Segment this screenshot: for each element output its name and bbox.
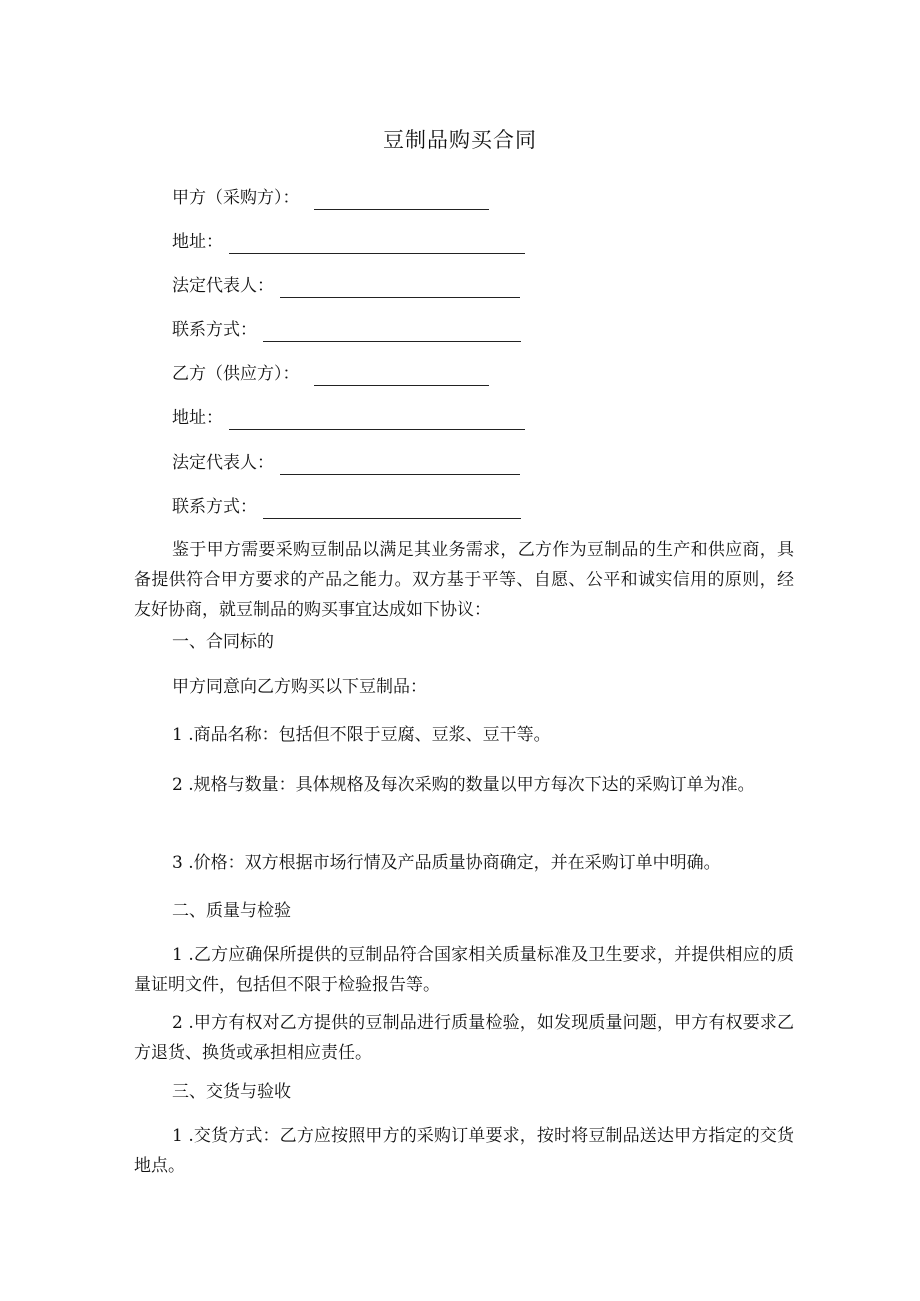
party-b-contact-label: 联系方式： <box>172 497 257 517</box>
party-a-contact-blank[interactable] <box>263 323 521 342</box>
intro-paragraph: 鉴于甲方需要采购豆制品以满足其业务需求，乙方作为豆制品的生产和供应商，具备提供符合甲方要求的产品之能力。双方基于平等、自愿、公平和诚实信用的原则，经友好协商，就豆制品的购买事宜达成如下协议： <box>134 540 794 620</box>
party-a-name-blank[interactable] <box>314 191 489 210</box>
party-b-address-row <box>172 406 525 430</box>
party-b-rep-row <box>172 451 520 475</box>
party-a-name-row <box>172 186 489 210</box>
party-b-address-blank[interactable] <box>229 411 525 430</box>
party-a-address-label: 地址： <box>172 232 223 252</box>
party-b-contact-row <box>172 495 521 519</box>
section-1-heading: 一、合同标的 <box>172 632 274 652</box>
section-1-item-1: 1 .商品名称：包括但不限于豆腐、豆浆、豆干等。 <box>172 725 551 745</box>
party-b-contact-blank[interactable] <box>263 500 521 519</box>
section-2-item-1: 1 .乙方应确保所提供的豆制品符合国家相关质量标准及卫生要求，并提供相应的质量证明文件，包括但不限于检验报告等。 <box>134 945 794 995</box>
party-a-contact-row <box>172 318 521 342</box>
party-a-address-row <box>172 230 525 254</box>
party-a-rep-label: 法定代表人： <box>172 276 274 296</box>
party-a-address-blank[interactable] <box>229 235 525 254</box>
party-b-name-row <box>172 362 489 386</box>
party-b-rep-label: 法定代表人： <box>172 453 274 473</box>
party-b-name-blank[interactable] <box>314 367 489 386</box>
section-1-lead: 甲方同意向乙方购买以下豆制品： <box>172 677 427 697</box>
party-a-name-label: 甲方（采购方）： <box>172 188 300 208</box>
section-3-item-1: 1 .交货方式：乙方应按照甲方的采购订单要求，按时将豆制品送达甲方指定的交货地点。 <box>134 1126 794 1176</box>
section-2-heading: 二、质量与检验 <box>172 901 291 921</box>
section-1-item-2: 2 .规格与数量：具体规格及每次采购的数量以甲方每次下达的采购订单为准。 <box>172 775 755 795</box>
party-b-rep-blank[interactable] <box>280 456 520 475</box>
party-a-rep-blank[interactable] <box>280 279 520 298</box>
section-3-heading: 三、交货与验收 <box>172 1082 291 1102</box>
section-1-item-3: 3 .价格：双方根据市场行情及产品质量协商确定，并在采购订单中明确。 <box>172 853 721 873</box>
document-title: 豆制品购买合同 <box>383 128 537 152</box>
party-a-rep-row <box>172 274 520 298</box>
party-a-contact-label: 联系方式： <box>172 320 257 340</box>
section-2-item-2: 2 .甲方有权对乙方提供的豆制品进行质量检验，如发现质量问题，甲方有权要求乙方退货、换货或承担相应责任。 <box>134 1013 794 1063</box>
party-b-address-label: 地址： <box>172 408 223 428</box>
party-b-name-label: 乙方（供应方）： <box>172 364 300 384</box>
